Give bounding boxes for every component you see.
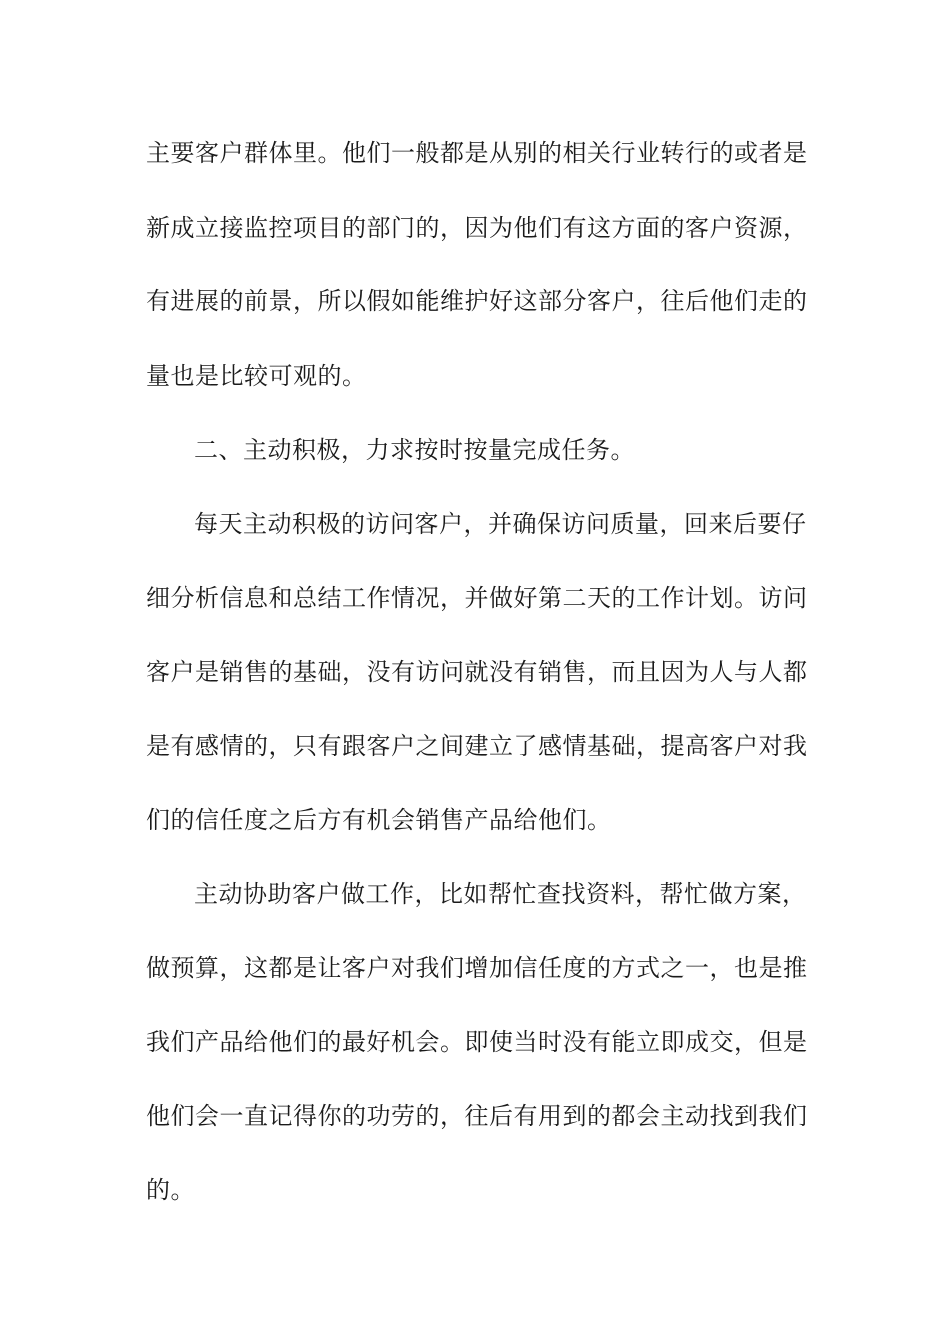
text-line: 我们产品给他们的最好机会。即使当时没有能立即成交，但是 [146, 1028, 808, 1056]
text-line: 量也是比较可观的。 [146, 362, 367, 390]
section-heading: 二、主动积极，力求按时按量完成任务。 [194, 436, 635, 464]
text-line: 主要客户群体里。他们一般都是从别的相关行业转行的或者是 [146, 139, 808, 167]
text-line: 每天主动积极的访问客户，并确保访问质量，回来后要仔 [194, 510, 807, 538]
text-line: 主动协助客户做工作，比如帮忙查找资料，帮忙做方案， [194, 880, 807, 908]
text-line: 他们会一直记得你的功劳的，往后有用到的都会主动找到我们 [146, 1102, 808, 1130]
text-line: 有进展的前景，所以假如能维护好这部分客户，往后他们走的 [146, 287, 808, 315]
text-line: 们的信任度之后方有机会销售产品给他们。 [146, 806, 612, 834]
text-line: 客户是销售的基础，没有访问就没有销售，而且因为人与人都 [146, 658, 808, 686]
text-line: 细分析信息和总结工作情况，并做好第二天的工作计划。访问 [146, 584, 808, 612]
text-line: 新成立接监控项目的部门的，因为他们有这方面的客户资源， [146, 214, 808, 242]
text-line: 是有感情的，只有跟客户之间建立了感情基础，提高客户对我 [146, 732, 808, 760]
text-line: 做预算，这都是让客户对我们增加信任度的方式之一，也是推 [146, 954, 808, 982]
text-line: 的。 [146, 1176, 195, 1204]
